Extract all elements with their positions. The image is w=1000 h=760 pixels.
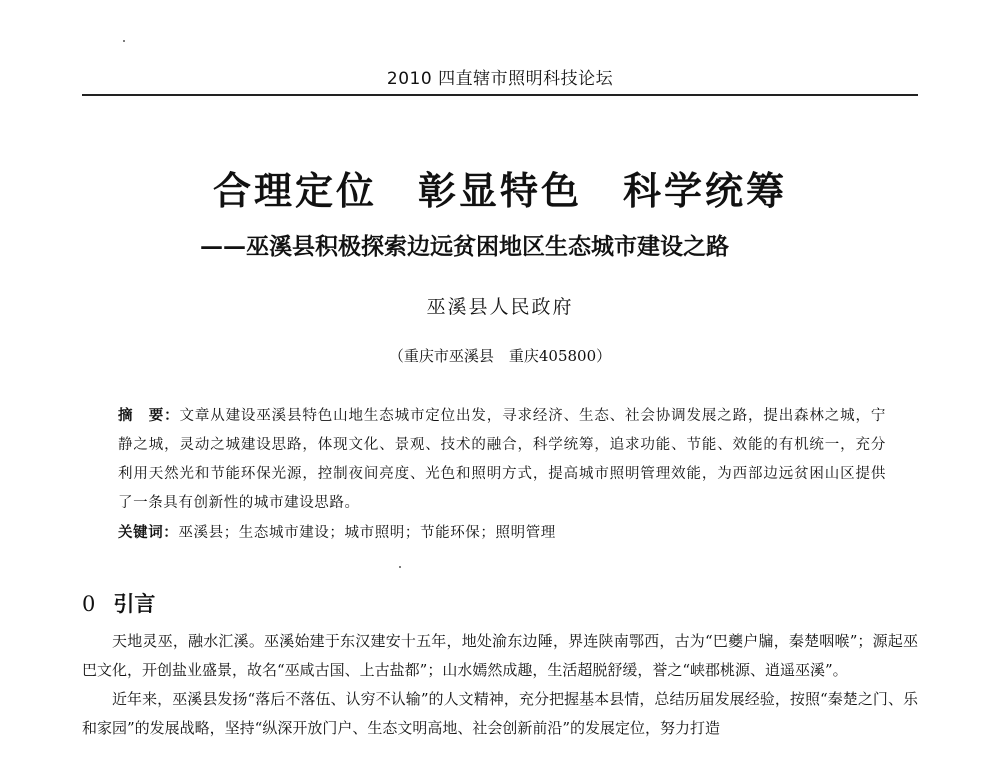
section-body: [82, 627, 918, 743]
abstract-text: 文章从建设巫溪县特色山地生态城市定位出发，寻求经济、生态、社会协调发展之路，提出森林之城，宁静之城，灵动之城建设思路，体现文化、景观、技术的融合，科学统筹，追求功能、节能、效能的有机统一，充分利用天然光和节能环保光源，控制夜间亮度、光色和照明方式，提高城市照明管理效能，为西部边远贫困山区提供了一条具有创新性的城市建设思路。: [118, 408, 886, 511]
paper-subtitle: ——巫溪县积极探索边远贫困地区生态城市建设之路: [200, 233, 729, 260]
body-paragraph: 天地灵巫，融水汇溪。巫溪始建于东汉建安十五年，地处渝东边陲，界连陕南鄂西，古为“巴夔户牖，秦楚咽喉”；源起巫巴文化，开创盐业盛景，故名“巫咸古国、上古盐都”；山水嫣然成趣，生活超脱舒缓，誉之“峡郡桃源、逍遥巫溪”。: [82, 632, 918, 679]
scan-speck: [399, 566, 401, 568]
section-title: 引言: [113, 592, 156, 616]
paper-title: 合理定位 彰显特色 科学统筹: [212, 169, 787, 213]
section-number: 0: [82, 592, 96, 616]
scan-speck: [123, 40, 125, 42]
body-paragraph: 近年来，巫溪县发扬“落后不落伍、认穷不认输”的人文精神，充分把握基本县情，总结历届发展经验，按照“秦楚之门、乐和家园”的发展战略，坚持“纵深开放门户、生态文明高地、社会创新前沿”的发展定位，努力打造: [82, 690, 918, 737]
abstract-label: 摘 要：: [118, 408, 180, 424]
abstract: [118, 402, 886, 518]
running-header: 2010 四直辖市照明科技论坛: [386, 69, 614, 89]
section-heading: [82, 588, 155, 618]
keywords-label: 关键词：: [118, 525, 179, 541]
author-address: （重庆市巫溪县 重庆405800）: [388, 347, 612, 365]
keywords: [118, 519, 886, 548]
keywords-text: 巫溪县；生态城市建设；城市照明；节能环保；照明管理: [178, 525, 556, 541]
header-rule: [82, 94, 918, 96]
author-name: 巫溪县人民政府: [426, 296, 574, 318]
